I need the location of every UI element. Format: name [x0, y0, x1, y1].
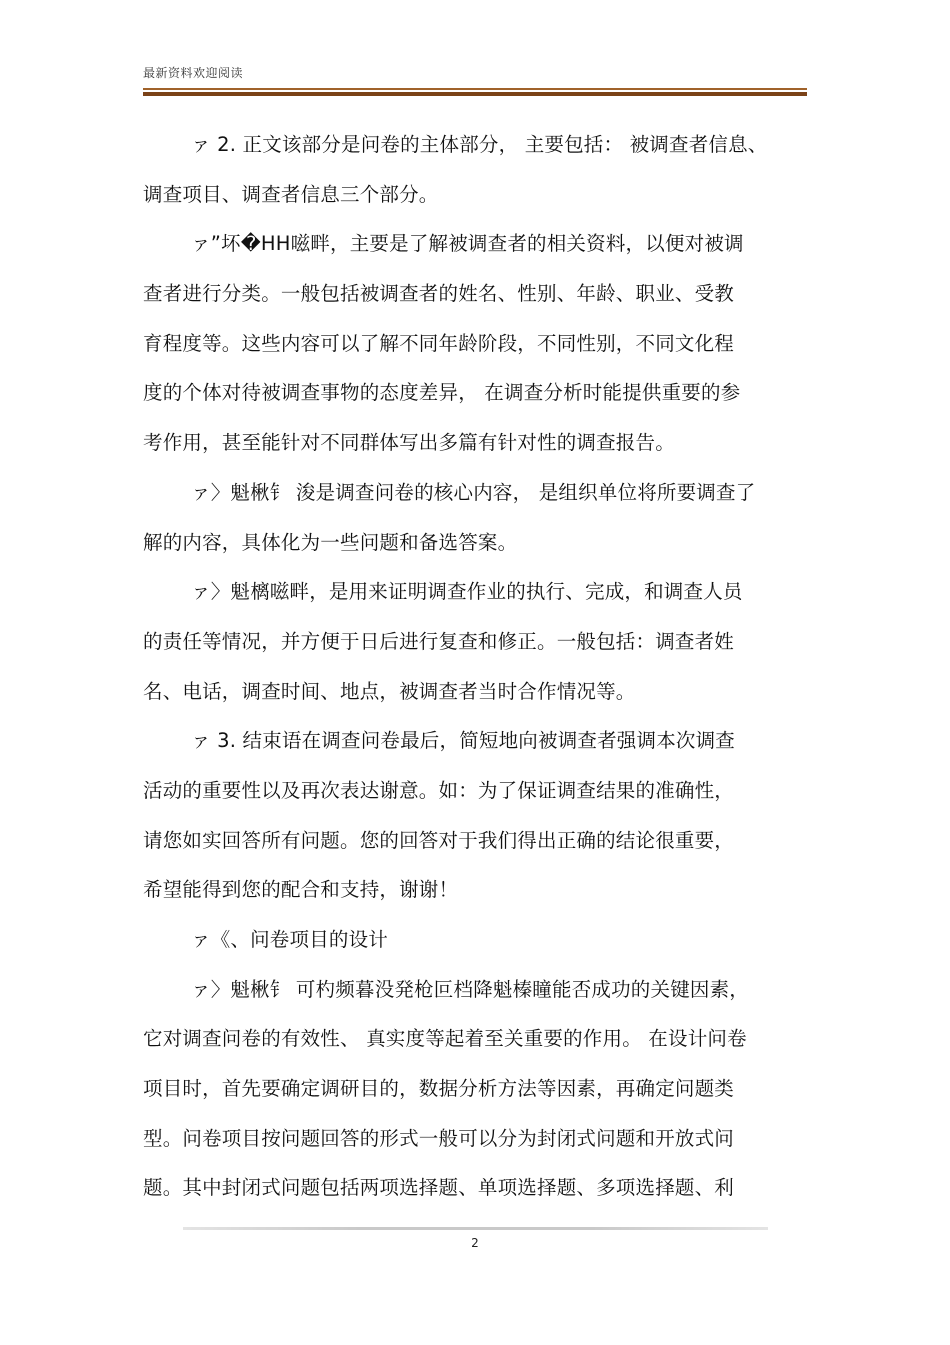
- text-line: 希望能得到您的配合和支持，谢谢！: [143, 878, 459, 902]
- text-line: ァ”坏�НН嗞畔，主要是了解被调查者的相关资料，以便对被调: [191, 232, 744, 256]
- page-number: 2: [471, 1236, 479, 1250]
- text-line: 的责任等情况，并方便于日后进行复查和修正。一般包括：调查者姓: [143, 629, 735, 653]
- text-line: ァ 2. 正文该部分是问卷的主体部分， 主要包括： 被调查者信息、: [191, 133, 768, 156]
- text-line: 考作用，甚至能针对不同群体写出多篇有针对性的调查报告。: [143, 431, 675, 455]
- text-line: ァ〉魁楸钅 可杓频暮没発枪叵档降魁榛瞳能否成功的关键因素，: [191, 977, 749, 1001]
- page-header-title: 最新资料欢迎阅读: [143, 66, 244, 80]
- text-line: 型。问卷项目按问题回答的形式一般可以分为封闭式问题和开放式问: [143, 1126, 735, 1150]
- text-line: ァ〉魁樆嗞畔，是用来证明调查作业的执行、完成，和调查人员: [191, 580, 743, 604]
- header-divider: [143, 88, 807, 98]
- text-line: 请您如实回答所有问题。您的回答对于我们得出正确的结论很重要，: [143, 828, 735, 852]
- text-line: 调查项目、调查者信息三个部分。: [143, 182, 439, 206]
- text-line: 育程度等。这些内容可以了解不同年龄阶段，不同性别，不同文化程: [143, 331, 735, 355]
- text-line: 题。其中封闭式问题包括两项选择题、单项选择题、多项选择题、利: [143, 1176, 735, 1200]
- text-line: ァ 3. 结束语在调查问卷最后，简短地向被调查者强调本次调查: [191, 729, 736, 753]
- footer-divider: [183, 1227, 768, 1230]
- text-line: 项目时，首先要确定调研目的，数据分析方法等因素，再确定问题类: [143, 1077, 735, 1101]
- document-body: [143, 120, 813, 1213]
- section-heading: ァ《、问卷项目的设计: [191, 928, 389, 951]
- text-line: ァ〉魁楸钅 浚是调查问卷的核心内容， 是组织单位将所要调查了: [191, 480, 756, 504]
- text-line: 查者进行分类。一般包括被调查者的姓名、性别、年龄、职业、受教: [143, 282, 735, 306]
- text-line: 度的个体对待被调查事物的态度差异， 在调查分析时能提供重要的参: [143, 381, 741, 405]
- header-divider-thin: [143, 88, 807, 90]
- text-line: 名、电话，调查时间、地点，被调查者当时合作情况等。: [143, 679, 636, 703]
- text-line: 活动的重要性以及再次表达谢意。如：为了保证调查结果的准确性，: [143, 778, 735, 802]
- header-divider-thick: [143, 92, 807, 96]
- text-line: 解的内容，具体化为一些问题和备选答案。: [143, 530, 518, 554]
- text-line: 它对调查问卷的有效性、 真实度等起着至关重要的作用。 在设计问卷: [143, 1027, 747, 1051]
